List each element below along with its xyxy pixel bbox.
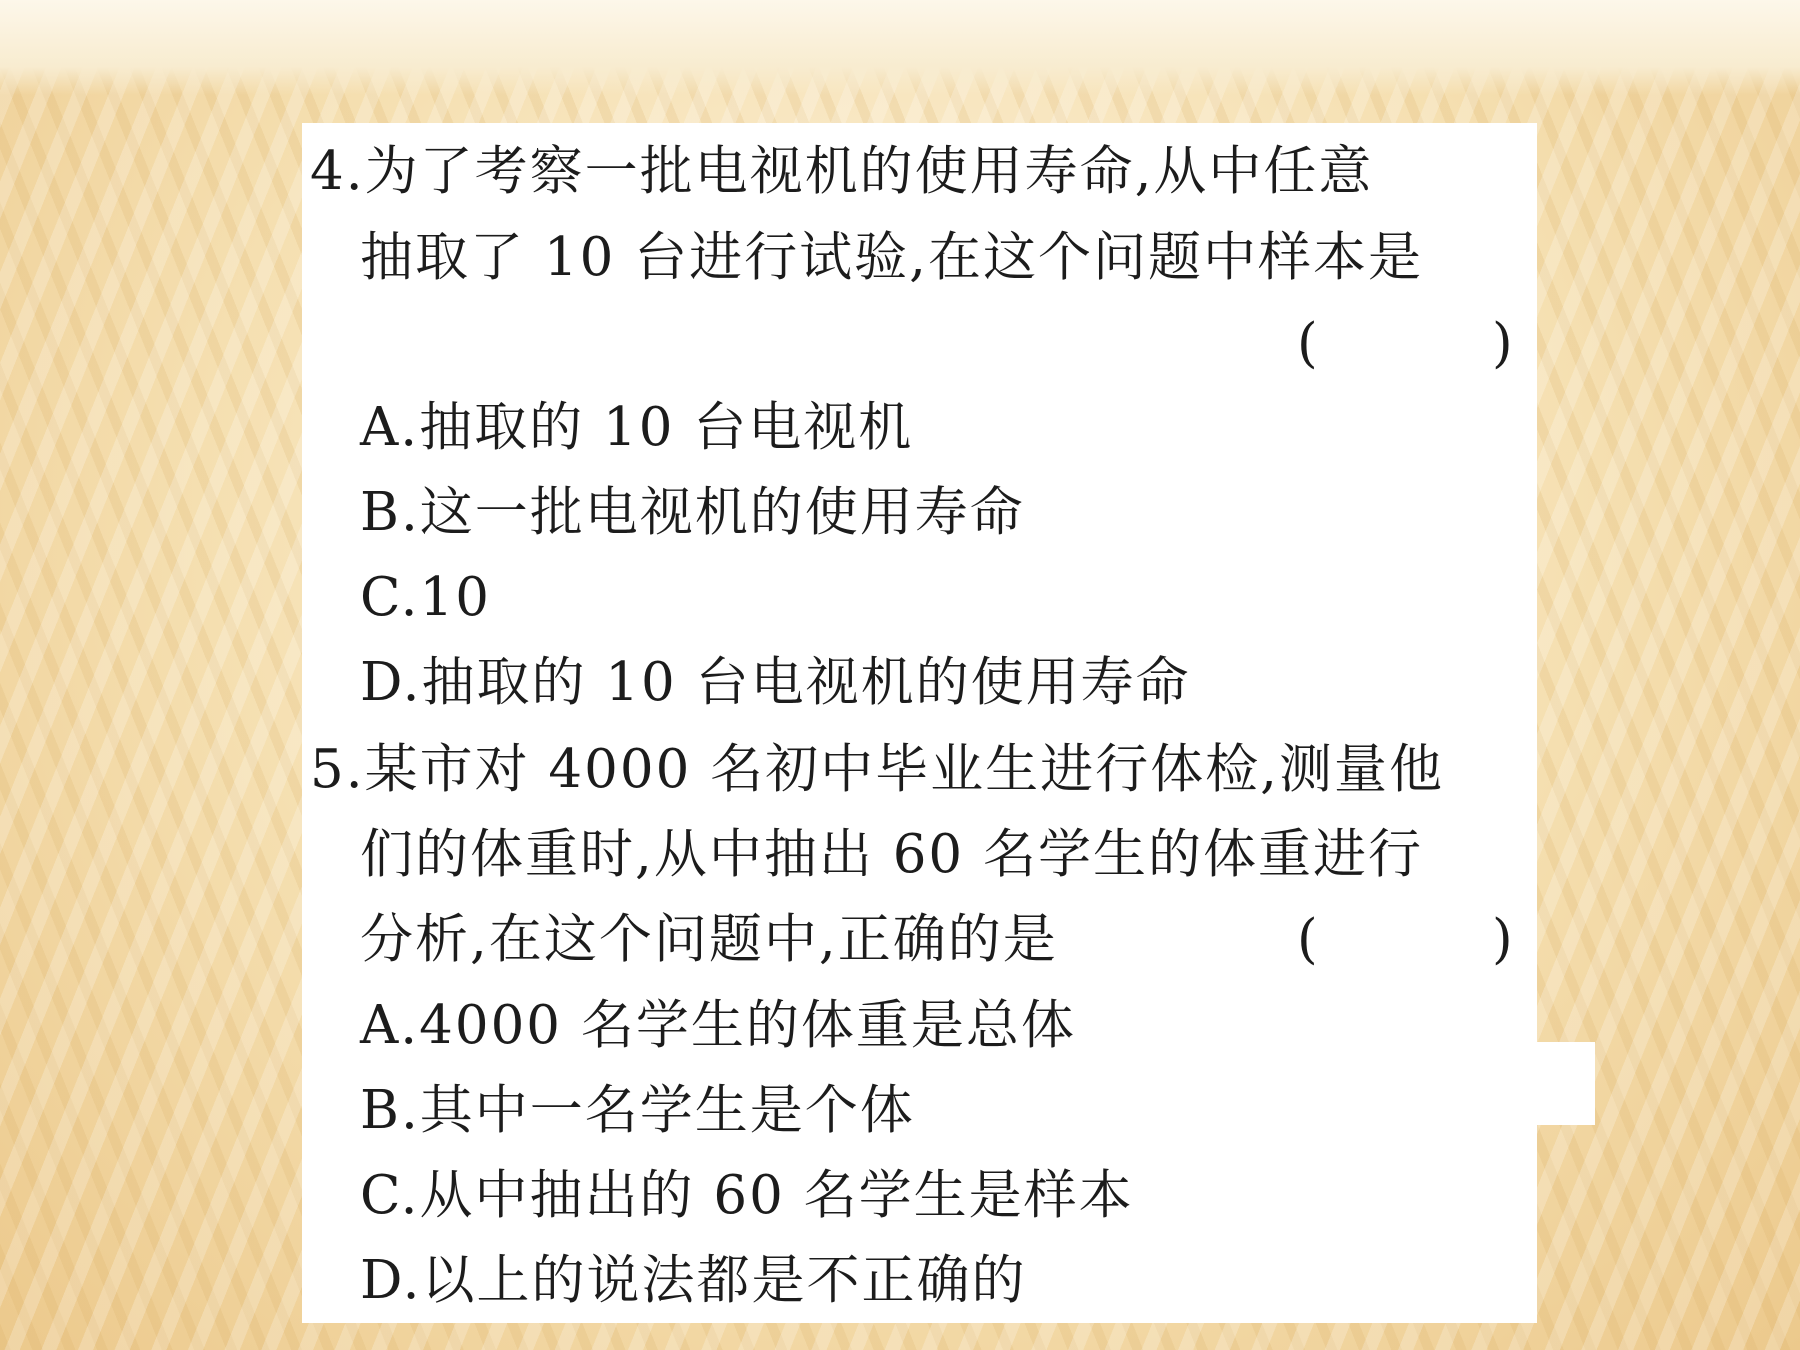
q4-stem-line-1: 4.为了考察一批电视机的使用寿命,从中任意 [310,141,1374,202]
q4-option-b: B.这一批电视机的使用寿命 [360,482,1025,543]
q4-stem-line-2: 抽取了 10 台进行试验,在这个问题中样本是 [360,227,1423,288]
q4-option-a: A.抽取的 10 台电视机 [360,397,914,458]
slide-header-band [0,0,1800,95]
q5-option-b: B.其中一名学生是个体 [360,1080,915,1141]
q5-option-c: C.从中抽出的 60 名学生是样本 [360,1165,1134,1226]
q4-option-d: D.抽取的 10 台电视机的使用寿命 [360,652,1191,713]
q5-stem-line-2: 们的体重时,从中抽出 60 名学生的体重进行 [360,824,1423,885]
question-card [302,123,1537,1323]
white-patch [1537,1042,1595,1125]
q5-option-a: A.4000 名学生的体重是总体 [360,995,1076,1056]
q4-answer-paren-open: ( [1297,313,1318,374]
q4-answer-paren-close: ) [1492,313,1513,374]
q5-answer-paren-open: ( [1297,909,1318,970]
q5-answer-paren-close: ) [1492,909,1513,970]
q5-option-d: D.以上的说法都是不正确的 [360,1250,1027,1311]
q4-option-c: C.10 [360,567,491,628]
q5-stem-line-1: 5.某市对 4000 名初中毕业生进行体检,测量他 [310,739,1444,800]
q5-stem-line-3: 分析,在这个问题中,正确的是 [360,909,1058,970]
